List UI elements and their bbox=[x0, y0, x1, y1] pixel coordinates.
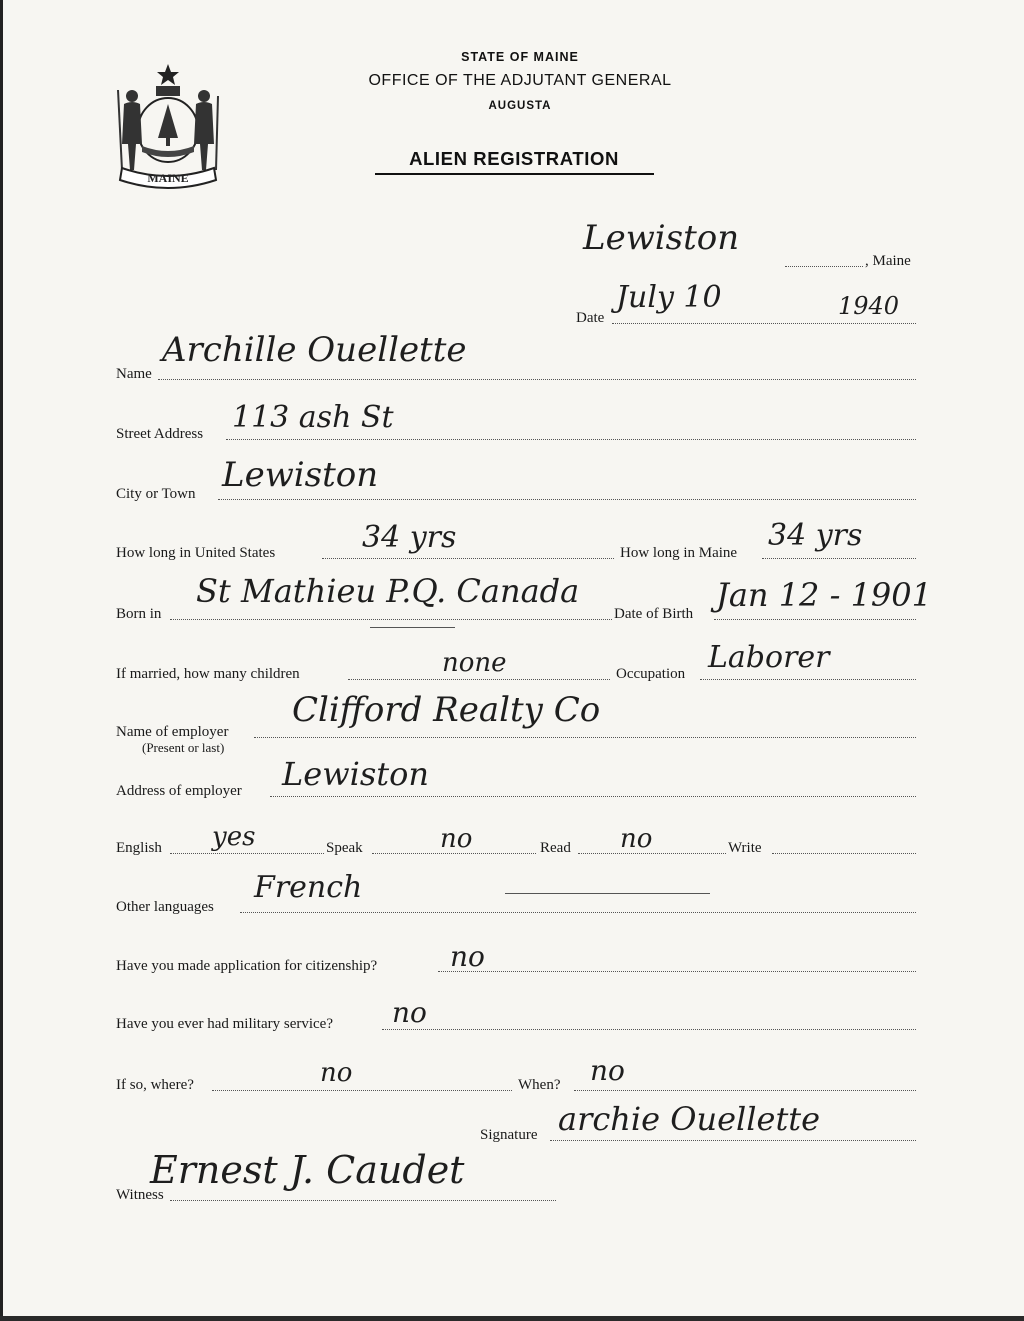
children-label: If married, how many children bbox=[116, 666, 300, 682]
date-month-day-value: July 10 bbox=[616, 280, 722, 315]
citizenship-value: no bbox=[450, 940, 485, 973]
children-value: none bbox=[442, 648, 507, 678]
occupation-label: Occupation bbox=[616, 666, 686, 682]
emp-addr-value: Lewiston bbox=[282, 755, 429, 793]
when-value: no bbox=[590, 1054, 625, 1087]
state-seal-icon bbox=[112, 60, 224, 190]
english-value: yes bbox=[212, 822, 256, 852]
dob-line bbox=[714, 619, 916, 620]
other-lang-label: Other languages bbox=[116, 899, 214, 915]
military-label: Have you ever had military service? bbox=[116, 1016, 333, 1032]
header-office: OFFICE OF THE ADJUTANT GENERAL bbox=[368, 72, 672, 89]
occupation-value: Laborer bbox=[708, 640, 830, 675]
born-label: Born in bbox=[116, 606, 162, 622]
street-label: Street Address bbox=[116, 426, 204, 442]
street-line bbox=[226, 439, 916, 440]
where-label: If so, where? bbox=[116, 1077, 194, 1093]
speak-value: no bbox=[440, 824, 473, 854]
english-line bbox=[170, 853, 324, 854]
english-label: English bbox=[116, 840, 162, 856]
scan-edge-bottom bbox=[0, 1316, 1024, 1321]
title-underline bbox=[375, 173, 654, 175]
long-us-line bbox=[322, 558, 614, 559]
name-line bbox=[158, 379, 916, 380]
other-lang-stroke bbox=[505, 893, 710, 894]
witness-line bbox=[170, 1200, 556, 1201]
dob-value: Jan 12 - 1901 bbox=[716, 576, 932, 614]
maine-label: , Maine bbox=[865, 253, 911, 269]
signature-value: archie Ouellette bbox=[558, 1100, 821, 1138]
name-label: Name bbox=[116, 366, 152, 382]
emp-addr-label: Address of employer bbox=[116, 783, 242, 799]
town-line bbox=[785, 266, 863, 267]
where-value: no bbox=[320, 1058, 353, 1088]
citizenship-line bbox=[438, 971, 916, 972]
scan-edge-left bbox=[0, 0, 3, 1321]
long-me-line bbox=[762, 558, 916, 559]
when-line bbox=[574, 1090, 916, 1091]
signature-line bbox=[550, 1140, 916, 1141]
when-label: When? bbox=[518, 1077, 561, 1093]
witness-label: Witness bbox=[116, 1187, 164, 1203]
children-line bbox=[348, 679, 610, 680]
write-label: Write bbox=[728, 840, 762, 856]
citizenship-label: Have you made application for citizenship? bbox=[116, 958, 378, 974]
born-value: St Mathieu P.Q. Canada bbox=[196, 572, 580, 610]
form-title: ALIEN REGISTRATION bbox=[409, 148, 619, 169]
other-lang-line bbox=[240, 912, 916, 913]
long-me-label: How long in Maine bbox=[620, 545, 738, 561]
date-year-value: 1940 bbox=[838, 292, 900, 320]
other-lang-value: French bbox=[254, 870, 363, 905]
employer-label: Name of employer bbox=[116, 724, 229, 740]
write-line bbox=[772, 853, 916, 854]
date-line bbox=[612, 323, 916, 324]
city-value: Lewiston bbox=[222, 455, 379, 495]
employer-line bbox=[254, 737, 916, 738]
date-label: Date bbox=[576, 310, 605, 326]
military-line bbox=[382, 1029, 916, 1030]
header-state: STATE OF MAINE bbox=[461, 50, 579, 64]
speak-label: Speak bbox=[326, 840, 363, 856]
employer-note: (Present or last) bbox=[142, 740, 225, 755]
occupation-line bbox=[700, 679, 916, 680]
city-label: City or Town bbox=[116, 486, 196, 502]
signature-label: Signature bbox=[480, 1127, 538, 1143]
long-us-value: 34 yrs bbox=[362, 520, 457, 555]
born-line bbox=[170, 619, 612, 620]
long-us-label: How long in United States bbox=[116, 545, 276, 561]
name-value: Archille Ouellette bbox=[162, 330, 467, 370]
emp-addr-line bbox=[270, 796, 916, 797]
seal-lettering: MAINE bbox=[147, 171, 189, 185]
witness-value: Ernest J. Caudet bbox=[150, 1148, 465, 1192]
born-underline bbox=[370, 627, 455, 628]
dob-label: Date of Birth bbox=[614, 606, 694, 622]
read-label: Read bbox=[540, 840, 571, 856]
where-line bbox=[212, 1090, 512, 1091]
city-line bbox=[218, 499, 916, 500]
long-me-value: 34 yrs bbox=[768, 518, 863, 553]
street-value: 113 ash St bbox=[232, 400, 394, 435]
town-value: Lewiston bbox=[583, 218, 740, 258]
read-value: no bbox=[620, 824, 653, 854]
military-value: no bbox=[392, 996, 427, 1029]
employer-value: Clifford Realty Co bbox=[292, 690, 601, 730]
header-city: AUGUSTA bbox=[488, 100, 552, 112]
